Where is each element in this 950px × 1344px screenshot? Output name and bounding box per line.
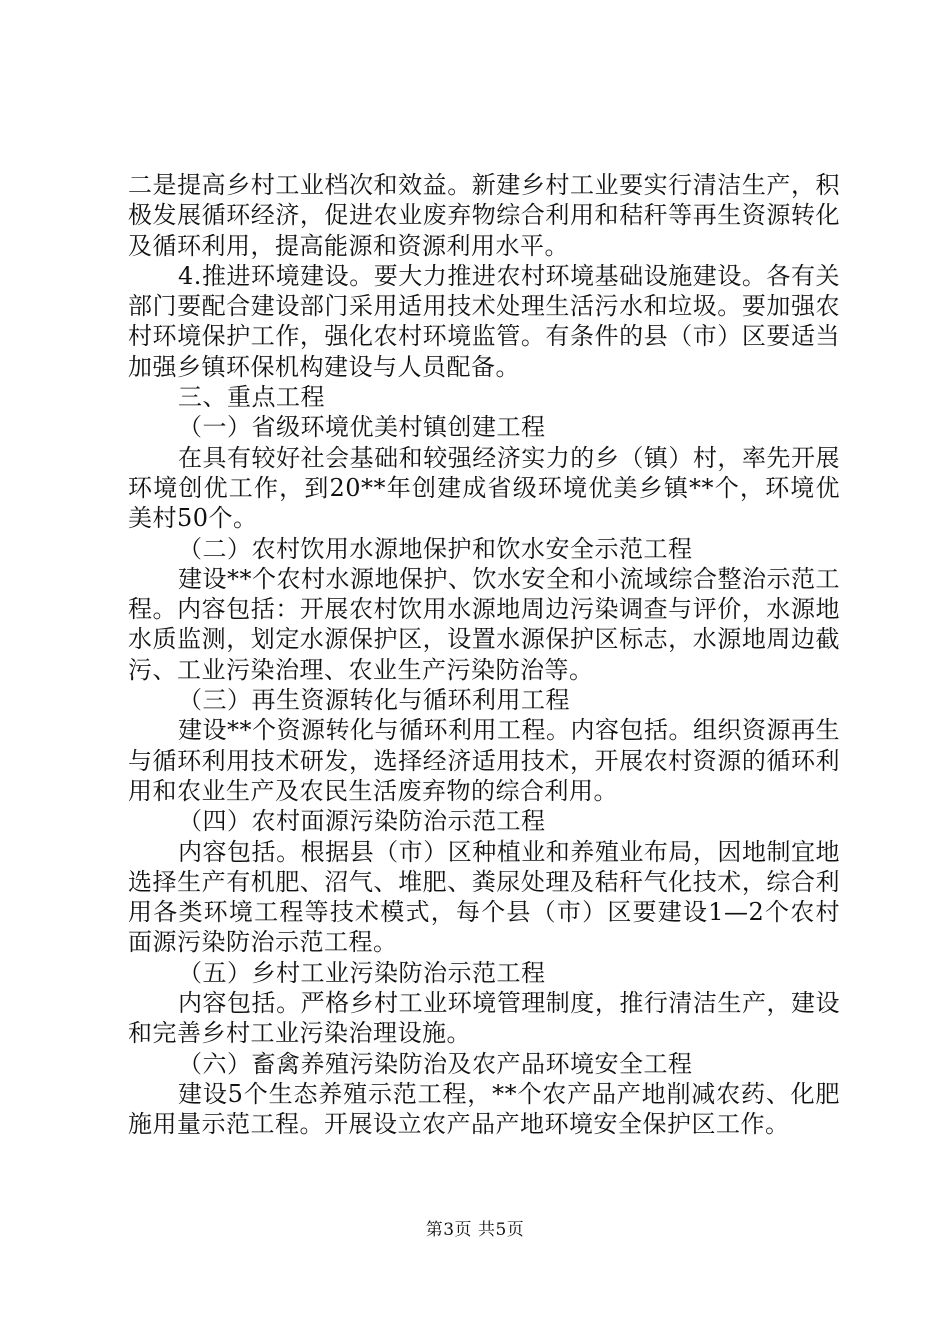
paragraph-5: 建设**个资源转化与循环利用工程。内容包括。组织资源再生与循环利用技术研发，选择经济适用技术，开展农村资源的循环利用和农业生产及农民生活废弃物的综合利用。 <box>128 716 840 805</box>
section-heading-key-projects: 三、重点工程 <box>178 383 325 412</box>
paragraph-1: 二是提高乡村工业档次和效益。新建乡村工业要实行清洁生产，积极发展循环经济，促进农业废弃物综合利用和秸秆等再生资源转化及循环利用，提高能源和资源利用水平。 <box>128 171 840 260</box>
page-number-footer: 第3页 共5页 <box>425 1220 525 1240</box>
subheading-1: （一）省级环境优美村镇创建工程 <box>178 413 546 442</box>
paragraph-4: 建设**个农村水源地保护、饮水安全和小流域综合整治示范工程。内容包括：开展农村饮用水源地周边污染调查与评价，水源地水质监测，划定水源保护区，设置水源保护区标志，水源地周边截污、工业污染治理、农业生产污染防治等。 <box>128 564 840 684</box>
subheading-3: （三）再生资源转化与循环利用工程 <box>178 686 570 715</box>
subheading-5: （五）乡村工业污染防治示范工程 <box>178 958 546 987</box>
paragraph-8: 建设5个生态养殖示范工程，**个农产品产地削减农药、化肥施用量示范工程。开展设立农产品产地环境安全保护区工作。 <box>128 1079 840 1139</box>
paragraph-2: 4.推进环境建设。要大力推进农村环境基础设施建设。各有关部门要配合建设部门采用适用技术处理生活污水和垃圾。要加强农村环境保护工作，强化农村环境监管。有条件的县（市）区要适当加强乡镇环保机构建设与人员配备。 <box>128 261 840 381</box>
subheading-2: （二）农村饮用水源地保护和饮水安全示范工程 <box>178 534 693 563</box>
document-body <box>128 170 840 1140</box>
subheading-4: （四）农村面源污染防治示范工程 <box>178 807 546 836</box>
paragraph-6: 内容包括。根据县（市）区种植业和养殖业布局，因地制宜地选择生产有机肥、沼气、堆肥、粪尿处理及秸秆气化技术，综合利用各类环境工程等技术模式，每个县（市）区要建设1—2个农村面源污染防治示范工程。 <box>128 837 840 957</box>
paragraph-3: 在具有较好社会基础和较强经济实力的乡（镇）村，率先开展环境创优工作，到20**年创建成省级环境优美乡镇**个，环境优美村50个。 <box>128 443 840 533</box>
subheading-6: （六）畜禽养殖污染防治及农产品环境安全工程 <box>178 1049 693 1078</box>
paragraph-7: 内容包括。严格乡村工业环境管理制度，推行清洁生产，建设和完善乡村工业污染治理设施。 <box>128 989 840 1048</box>
